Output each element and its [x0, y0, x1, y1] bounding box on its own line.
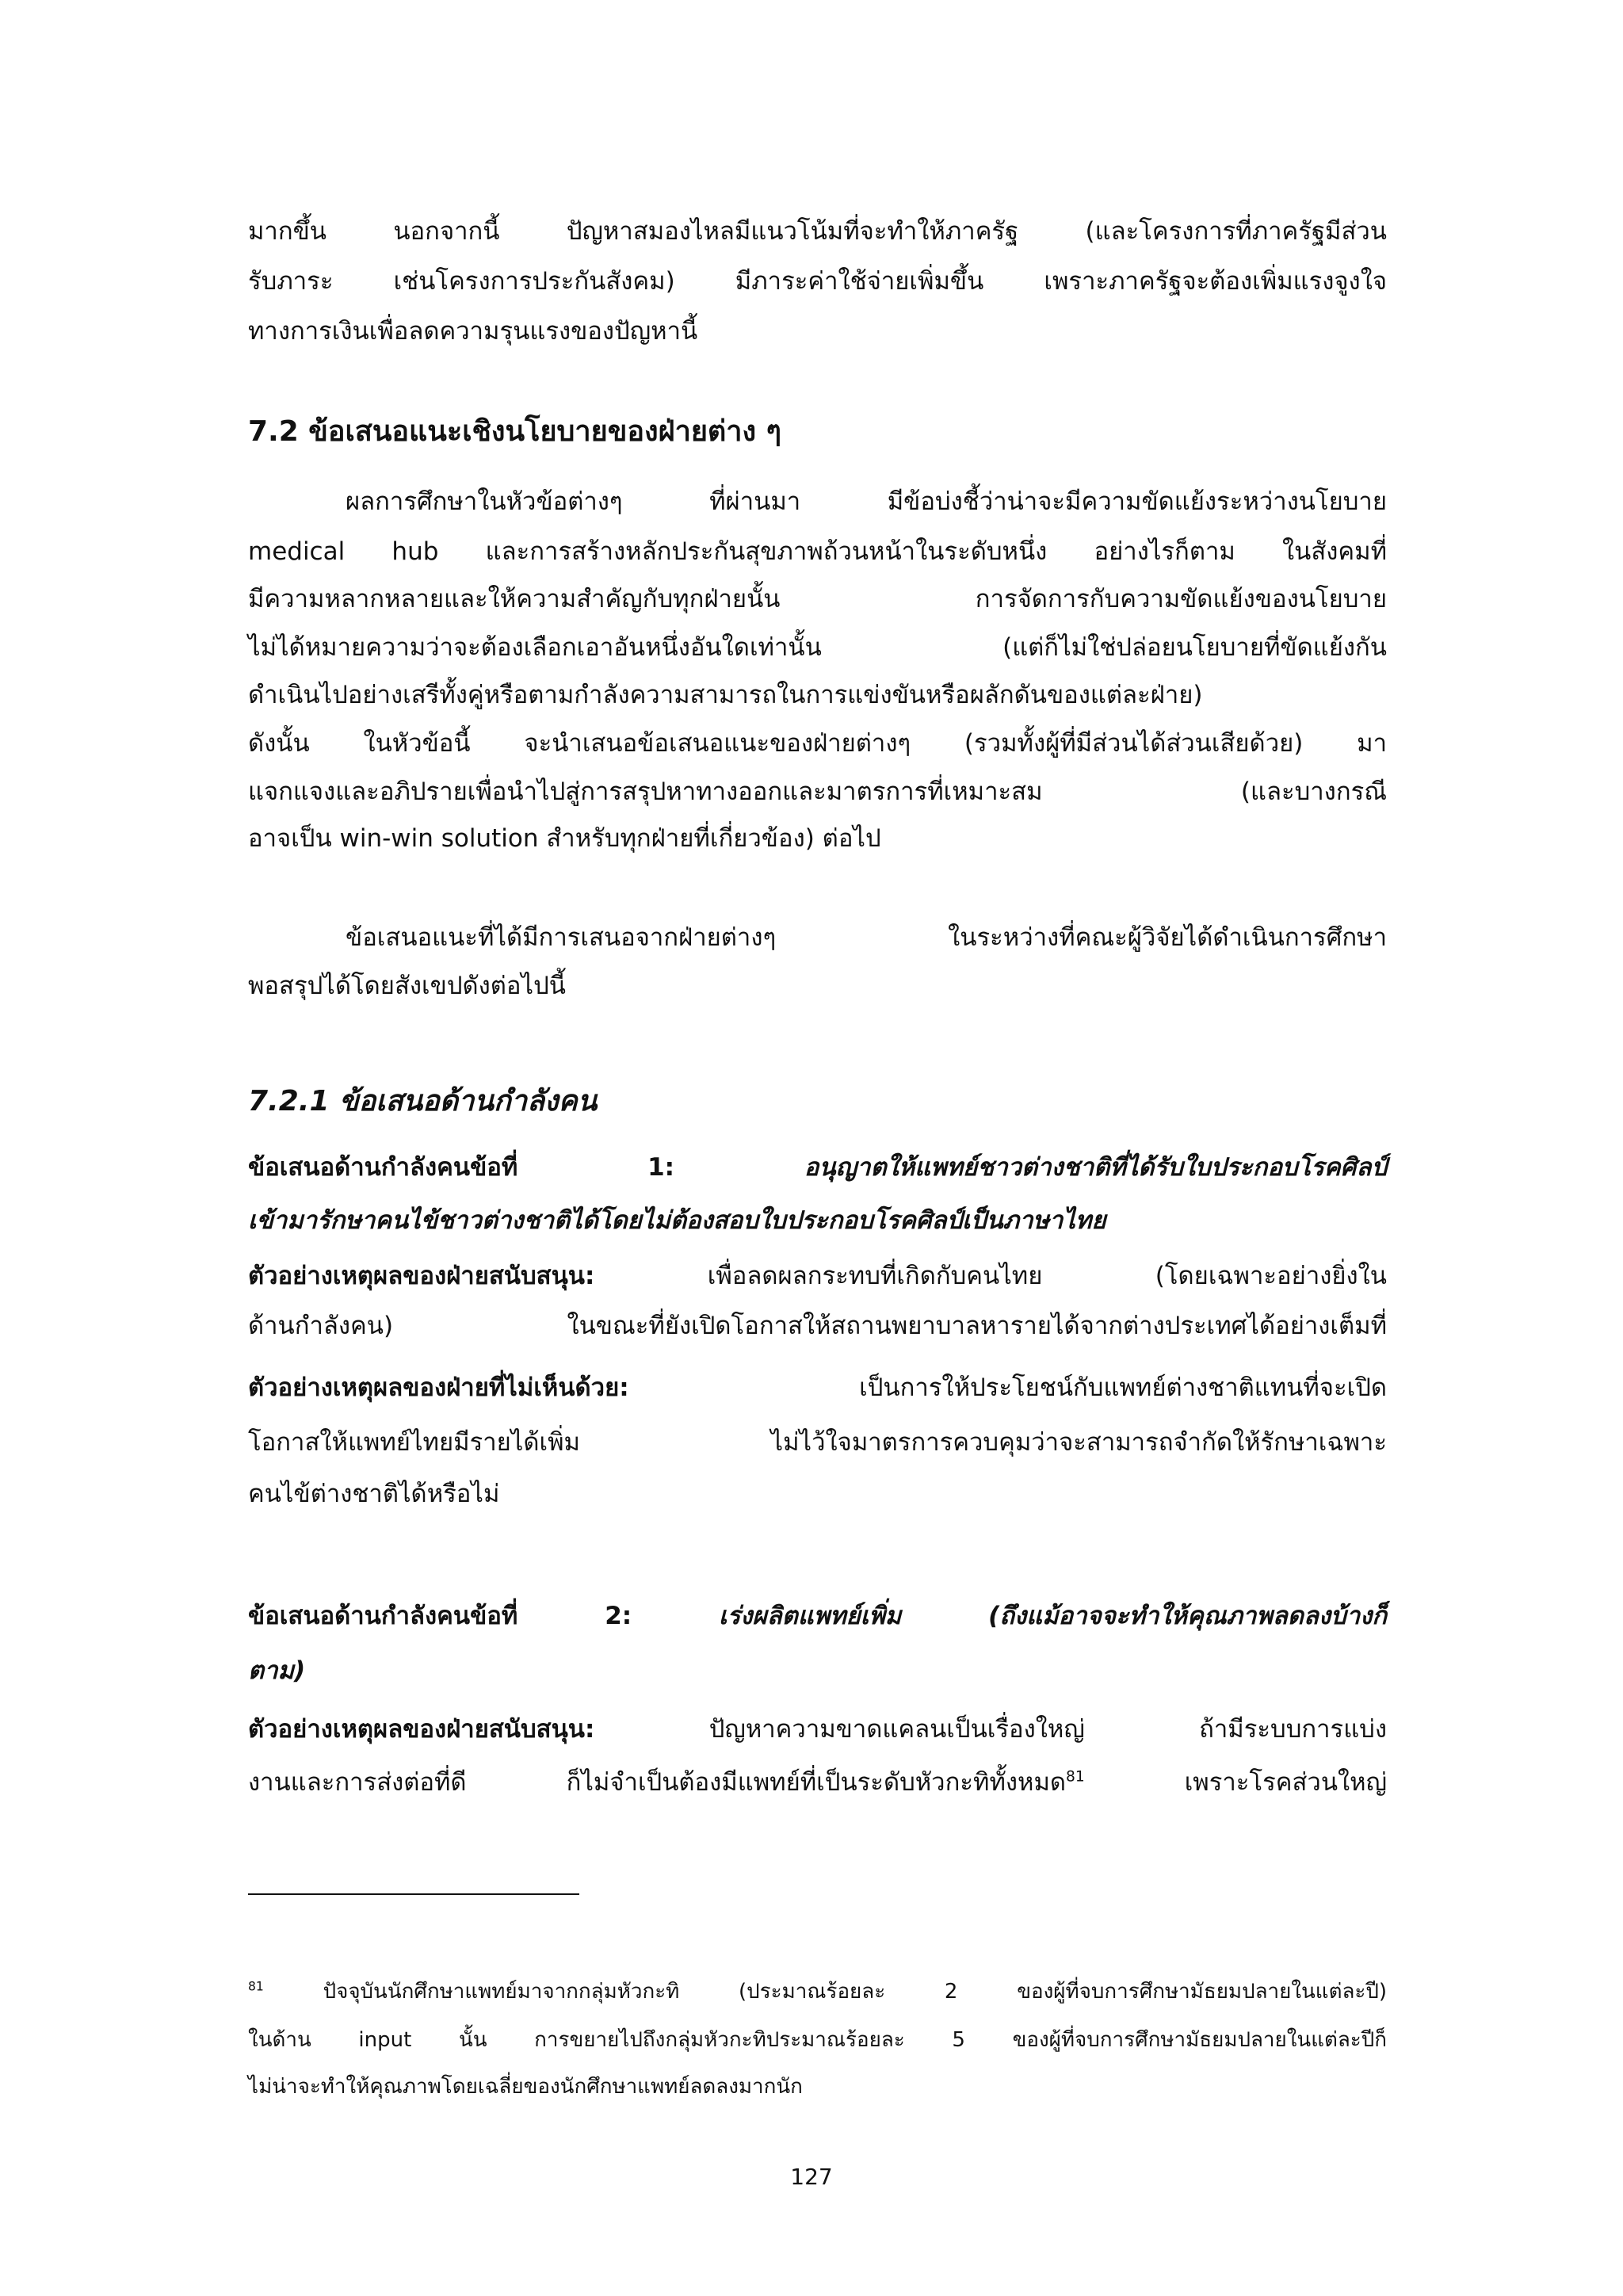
footnote-reference: 81: [1066, 1768, 1085, 1786]
text-run: โอกาสให้แพทย์ไทยมีรายได้เพิ่ม ไม่ไว้ใจมาตรการควบคุมว่าจะสามารถจำกัดให้รักษาเฉพาะ: [248, 1427, 1387, 1457]
paragraph-policy-line: [248, 575, 1387, 625]
text-run: ดำเนินไปอย่างเสรีทั้งคู่หรือตามกำลังความสามารถในการแข่งขันหรือผลักดันของแต่ละฝ่าย): [248, 680, 1203, 709]
proposal-2-title-line: [248, 1646, 1387, 1696]
paragraph-intro-line: [248, 257, 1387, 307]
text-run: แจกแจงและอภิปรายเพื่อนำไปสู่การสรุปหาทางออกและมาตรการที่เหมาะสม (และบางกรณี: [248, 777, 1387, 806]
text-run: ปัจจุบันนักศึกษาแพทย์มาจากกลุ่มหัวกะทิ (ประมาณร้อยละ 2 ของผู้ที่จบการศึกษามัธยมปลายในแต่ละปี): [263, 1980, 1387, 2004]
text-run: เป็นการให้ประโยชน์กับแพทย์ต่างชาติแทนที่จะเปิด: [628, 1373, 1387, 1402]
text-run: อาจเป็น win-win solution สำหรับทุกฝ่ายที่เกี่ยวข้อง) ต่อไป: [248, 823, 881, 853]
paragraph-summary-line: [346, 913, 1387, 963]
page-number: 127: [790, 2164, 833, 2190]
proposal-2-title-line: [248, 1591, 1387, 1641]
footnote-separator: [248, 1893, 579, 1895]
proposal-2-reasons-line: [248, 1758, 1387, 1808]
text-run: ในด้าน input นั้น การขยายไปถึงกลุ่มหัวกะทิประมาณร้อยละ 5 ของผู้ที่จบการศึกษามัธยมปลายในแต่ละปีก็: [248, 2028, 1387, 2052]
emphasis-run: เร่งผลิตแพทย์เพิ่ม (ถึงแม้อาจจะทำให้คุณภาพลดลงบ้างก็: [632, 1601, 1388, 1630]
emphasis-run: เข้ามารักษาคนไข้ชาวต่างชาติได้โดยไม่ต้องสอบใบประกอบโรคศิลป์เป็นภาษาไทย: [248, 1205, 1106, 1235]
paragraph-policy-line: [248, 527, 1387, 577]
text-run: รับภาระ เช่นโครงการประกันสังคม) มีภาระค่าใช้จ่ายเพิ่มขึ้น เพราะภาครัฐจะต้องเพิ่มแรงจูงใจ: [248, 266, 1387, 296]
text-run: ปัญหาความขาดแคลนเป็นเรื่องใหญ่ ถ้ามีระบบการแบ่ง: [594, 1714, 1387, 1744]
proposal-1-title-line: [248, 1196, 1387, 1246]
paragraph-policy-line: [248, 767, 1387, 817]
emphasis-run: ตัวอย่างเหตุผลของฝ่ายสนับสนุน:: [248, 1261, 595, 1290]
paragraph-intro-line: [248, 207, 1387, 257]
footnote-81-line: [248, 2017, 1387, 2063]
footnote-81-line: [248, 2064, 1387, 2110]
footnote-81-line: [248, 1969, 1387, 2015]
text-run: ไม่น่าจะทำให้คุณภาพโดยเฉลี่ยของนักศึกษาแพทย์ลดลงมากนัก: [248, 2075, 803, 2099]
text-run: เพราะโรคส่วนใหญ่: [1084, 1767, 1387, 1797]
text-run: งานและการส่งต่อที่ดี ก็ไม่จำเป็นต้องมีแพทย์ที่เป็นระดับหัวกะทิทั้งหมด: [248, 1767, 1067, 1797]
paragraph-policy-line: [248, 719, 1387, 769]
proposal-1-title-line: [248, 1143, 1387, 1193]
paragraph-policy-line: [248, 814, 1387, 864]
text-run: medical hub และการสร้างหลักประกันสุขภาพถ้วนหน้าในระดับหนึ่ง อย่างไรก็ตาม ในสังคมที่: [248, 537, 1387, 566]
emphasis-run: ตาม): [248, 1656, 306, 1685]
paragraph-policy-line: [248, 670, 1387, 720]
proposal-1-reasons-line: [248, 1469, 1387, 1519]
proposal-1-reasons-line: [248, 1363, 1387, 1413]
emphasis-run: ตัวอย่างเหตุผลของฝ่ายสนับสนุน:: [248, 1714, 595, 1744]
text-run: คนไข้ต่างชาติได้หรือไม่: [248, 1479, 500, 1508]
emphasis-run: ข้อเสนอด้านกำลังคนข้อที่ 1:: [248, 1152, 675, 1182]
emphasis-run: 7.2 ข้อเสนอแนะเชิงนโยบายของฝ่ายต่าง ๆ: [248, 415, 781, 448]
proposal-1-reasons-line: [248, 1301, 1387, 1351]
text-run: ดังนั้น ในหัวข้อนี้ จะนำเสนอข้อเสนอแนะของฝ่ายต่างๆ (รวมทั้งผู้ที่มีส่วนได้ส่วนเสียด้วย) มา: [248, 728, 1387, 758]
text-run: ไม่ได้หมายความว่าจะต้องเลือกเอาอันหนึ่งอันใดเท่านั้น (แต่ก็ไม่ใช่ปล่อยนโยบายที่ขัดแย้งกัน: [248, 632, 1387, 662]
paragraph-policy-line: [248, 623, 1387, 673]
proposal-1-reasons-line: [248, 1418, 1387, 1468]
paragraph-policy-line: [346, 477, 1387, 527]
text-run: ผลการศึกษาในหัวข้อต่างๆ ที่ผ่านมา มีข้อบ่งชี้ว่าน่าจะมีความขัดแย้งระหว่างนโยบาย: [346, 487, 1387, 516]
text-run: ด้านกำลังคน) ในขณะที่ยังเปิดโอกาสให้สถานพยาบาลหารายได้จากต่างประเทศได้อย่างเต็มที่: [248, 1311, 1387, 1340]
text-run: มากขึ้น นอกจากนี้ ปัญหาสมองไหลมีแนวโน้มที่จะทำให้ภาครัฐ (และโครงการที่ภาครัฐมีส่วน: [248, 216, 1387, 246]
paragraph-summary-line: [248, 961, 1387, 1011]
paragraph-intro-line: [248, 307, 1387, 357]
emphasis-run: ตัวอย่างเหตุผลของฝ่ายที่ไม่เห็นด้วย:: [248, 1373, 629, 1402]
text-run: พอสรุปได้โดยสังเขปดังต่อไปนี้: [248, 971, 566, 1000]
proposal-1-reasons-line: [248, 1251, 1387, 1301]
text-run: ข้อเสนอแนะที่ได้มีการเสนอจากฝ่ายต่างๆ ในระหว่างที่คณะผู้วิจัยได้ดำเนินการศึกษา: [346, 923, 1387, 952]
emphasis-run: อนุญาตให้แพทย์ชาวต่างชาติที่ได้รับใบประกอบโรคศิลป์: [674, 1152, 1387, 1182]
section-heading-7-2-line: [248, 407, 1387, 457]
text-run: เพื่อลดผลกระทบที่เกิดกับคนไทย (โดยเฉพาะอย่างยิ่งใน: [594, 1261, 1387, 1290]
emphasis-run: 7.2.1 ข้อเสนอด้านกำลังคน: [248, 1084, 598, 1117]
proposal-2-reasons-line: [248, 1705, 1387, 1755]
footnote-reference: 81: [248, 1979, 264, 1994]
subsection-heading-7-2-1-line: [248, 1076, 1387, 1126]
text-run: มีความหลากหลายและให้ความสำคัญกับทุกฝ่ายนั้น การจัดการกับความขัดแย้งของนโยบาย: [248, 584, 1387, 613]
emphasis-run: ข้อเสนอด้านกำลังคนข้อที่ 2:: [248, 1601, 632, 1630]
text-run: ทางการเงินเพื่อลดความรุนแรงของปัญหานี้: [248, 316, 698, 346]
